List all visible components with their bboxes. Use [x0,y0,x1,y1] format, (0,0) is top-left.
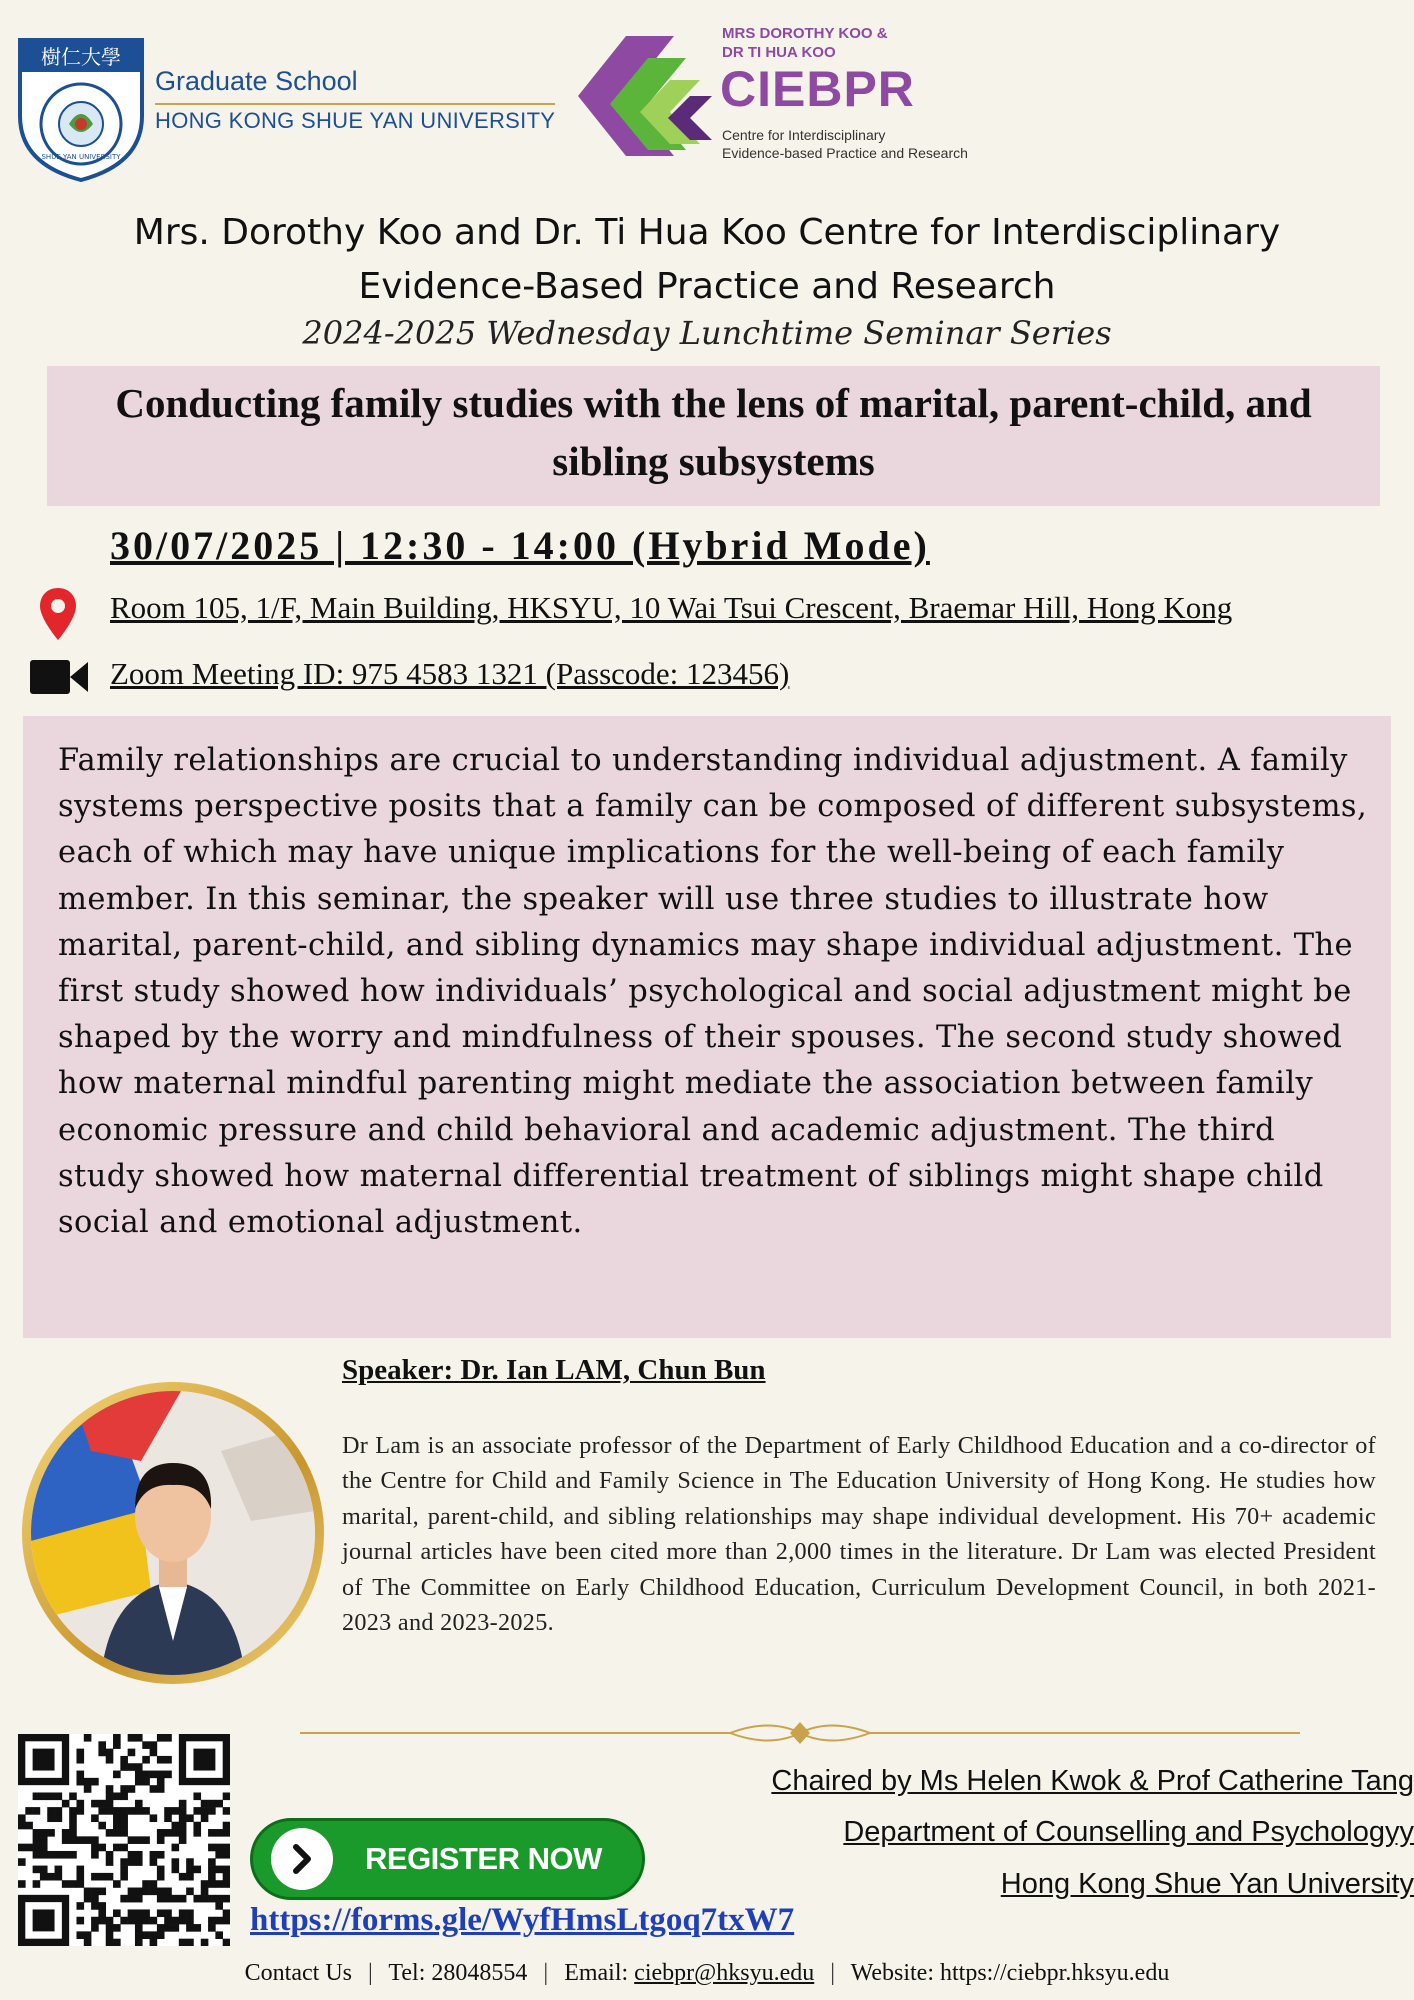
ornamental-divider [300,1716,1300,1750]
speaker-bio: Dr Lam is an associate professor of the Department of Early Childhood Education and a co-director of the Centre for Child and Family Science in The Education University of Hong Kong. He studies how marital, parent-child, and sibling relationships may shape individual development. His 70+ academic journal articles have been cited more than 2,000 times in the literature. Dr Lam was elected President of The Committee on Early Childhood Education, Curriculum Development Council, in both 2021-2023 and 2023-2025. [342,1432,1376,1637]
contact-separator: | [543,1960,549,1986]
header-divider [155,103,555,105]
ciebpr-logo-mark [566,26,716,168]
register-now-label: REGISTER NOW [365,1841,602,1876]
arrow-right-icon [271,1828,333,1890]
seminar-topic: Conducting family studies with the lens of marital, parent-child, and sibling subsystems [115,380,1312,484]
contact-tel: Tel: 28048554 [388,1960,528,1986]
event-datetime: 30/07/2025 | 12:30 - 14:00 (Hybrid Mode) [110,523,930,568]
location-pin-icon [38,586,78,642]
contact-email[interactable]: ciebpr@hksyu.edu [634,1960,815,1986]
department-name: Department of Counselling and Psychologyy [843,1816,1414,1848]
svg-text:SHUE YAN UNIVERSITY: SHUE YAN UNIVERSITY [41,153,121,161]
footer-university-name: Hong Kong Shue Yan University [1000,1868,1414,1900]
ciebpr-acronym: CIEBPR [720,61,915,117]
zoom-meeting-info[interactable]: Zoom Meeting ID: 975 4583 1321 (Passcode: 123456) [110,656,790,691]
event-location[interactable]: Room 105, 1/F, Main Building, HKSYU, 10 Wai Tsui Crescent, Braemar Hill, Hong Kong [110,590,1233,625]
contact-website[interactable]: Website: https://ciebpr.hksyu.edu [850,1960,1170,1986]
contact-email-label: Email: [564,1960,629,1986]
ciebpr-logo-subtitle: Centre for Interdisciplinary Evidence-based Practice and Research [722,127,968,161]
contact-separator: | [368,1960,373,1986]
registration-qr-code[interactable] [18,1734,230,1946]
hksyu-logo [14,36,148,184]
seminar-abstract: Family relationships are crucial to understanding individual adjustment. A family systems perspective posits that a family can be composed of different subsystems, each of which may have unique implications for the well-being of each family member. In this seminar, the speaker will use three studies to illustrate how marital, parent-child, and sibling dynamics may shape individual adjustment. The first study showed how individuals’ psychological and social adjustment might be shaped by the worry and mindfulness of their spouses. The second study showed how maternal mindful parenting might mediate the association between family economic pressure and child behavioral and academic adjustment. The third study showed how maternal differential treatment of siblings might shape child social and emotional adjustment. [58,743,1368,1241]
seminar-series: 2024-2025 Wednesday Lunchtime Seminar Series [302,314,1112,352]
speaker-photo [31,1391,315,1675]
speaker-photo-frame [22,1382,324,1684]
registration-link[interactable]: https://forms.gle/WyfHmsLtgoq7txW7 [250,1902,795,1938]
ciebpr-logo-names: MRS DOROTHY KOO & DR TI HUA KOO [722,25,888,61]
centre-title: Mrs. Dorothy Koo and Dr. Ti Hua Koo Centre for Interdisciplinary Evidence-Based Practice and Research [133,212,1281,307]
contact-us-label: Contact Us [244,1960,352,1986]
contact-bar [0,1960,1414,1987]
register-now-button[interactable] [250,1818,645,1900]
contact-separator: | [830,1960,836,1986]
chaired-by: Chaired by Ms Helen Kwok & Prof Catherine Tang [771,1765,1414,1797]
video-camera-icon [28,654,90,700]
university-name: HONG KONG SHUE YAN UNIVERSITY [155,108,556,133]
graduate-school-title: Graduate School [155,66,358,96]
speaker-heading: Speaker: Dr. Ian LAM, Chun Bun [342,1354,766,1386]
svg-text:樹仁大學: 樹仁大學 [41,45,121,69]
